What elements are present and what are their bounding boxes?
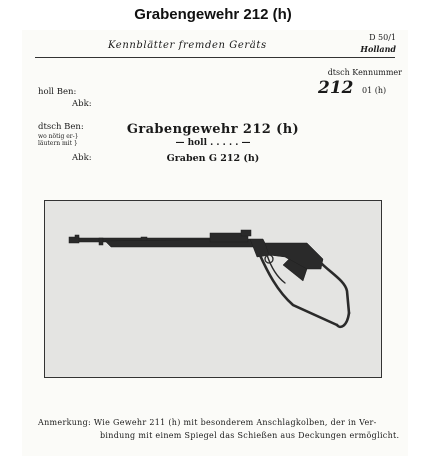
dtsch-abk-label: Abk: [72, 153, 92, 163]
remark-line2: bindung mit einem Spiegel das Schießen aus Deckungen ermöglicht. [100, 431, 400, 440]
remark-line1: Anmerkung: Wie Gewehr 211 (h) mit besonderem Anschlagkolben, der in Ver- [38, 418, 377, 427]
kennnummer-label: dtsch Kennummer [327, 68, 402, 77]
kennnummer-number: 212 [318, 78, 354, 98]
abbreviation: Graben G 212 (h) [166, 153, 260, 164]
holl-ben-label: holl Ben: [38, 87, 77, 97]
dtsch-note-line2: läutern mit } [38, 140, 78, 147]
document-code: D 50/1 [369, 33, 396, 42]
country-label: Holland [360, 44, 396, 54]
holl-name-line: — holl . . . . . — [175, 138, 251, 148]
german-name: Grabengewehr 212 (h) [126, 122, 300, 137]
header-rule [35, 57, 395, 58]
rifle-photo [44, 200, 382, 378]
holl-abk-label: Abk: [72, 99, 92, 109]
page-title: Grabengewehr 212 (h) [134, 6, 292, 23]
dtsch-note-line1: wo nötig er-} [38, 133, 79, 140]
kennnummer-suffix: 01 (h) [362, 86, 387, 95]
series-title: Kennblätter fremden Geräts [108, 40, 267, 51]
rifle-illustration [45, 201, 380, 376]
dtsch-ben-label: dtsch Ben: [38, 122, 84, 132]
